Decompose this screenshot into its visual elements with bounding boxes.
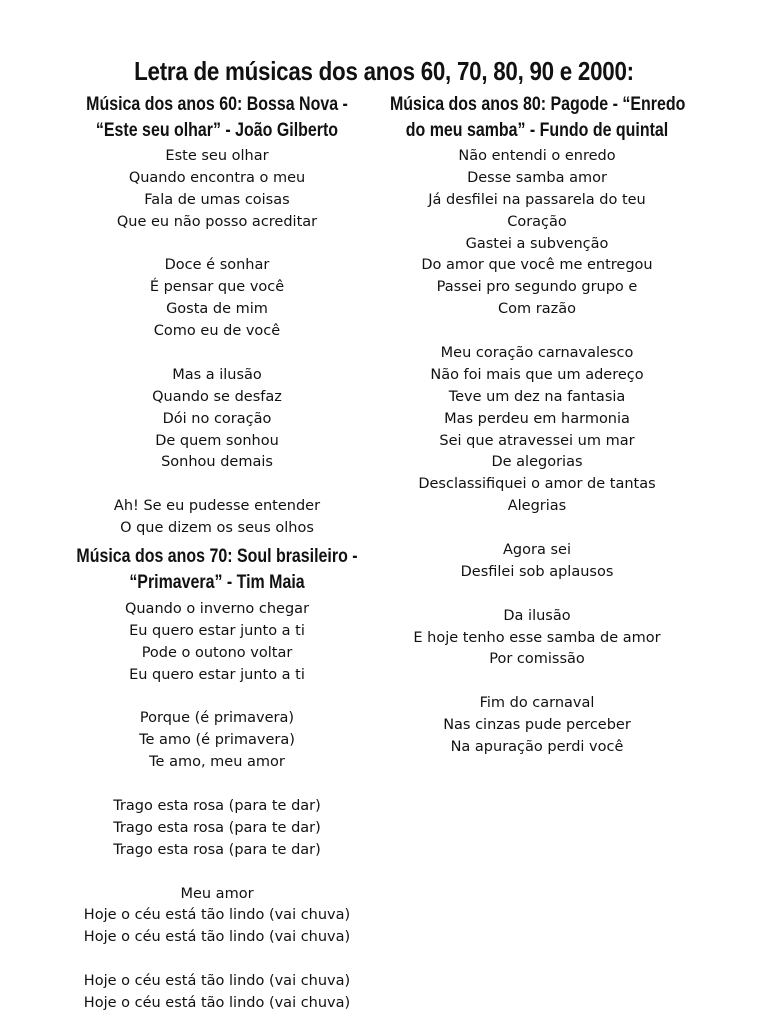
lyric-line: E hoje tenho esse samba de amor [413, 629, 661, 646]
page-title: Letra de músicas dos anos 60, 70, 80, 90 e 2000: [134, 56, 634, 86]
lyric-line [42, 474, 392, 496]
lyric-line: Meu amor [180, 885, 254, 902]
lyric-line: Ah! Se eu pudesse entender [113, 498, 321, 515]
lyric-line: Fala de umas coisas [144, 191, 290, 208]
lyric-line: Sei que atravessei um mar [439, 432, 635, 449]
lyric-line: Já desfilei na passarela do teu [428, 191, 646, 208]
lyric-line: De quem sonhou [155, 432, 279, 449]
heading-line: “Primavera” - Tim Maia [129, 572, 305, 593]
lyric-line: Trago esta rosa (para te dar) [113, 841, 321, 858]
lyric-line: Porque (é primavera) [139, 710, 295, 727]
lyric-line: Mas a ilusão [172, 366, 262, 383]
lyric-line: Trago esta rosa (para te dar) [113, 819, 321, 836]
lyric-line: Não foi mais que um adereço [430, 366, 644, 383]
lyric-line: Hoje o céu está tão lindo (vai chuva) [83, 973, 351, 990]
lyrics-70s [42, 599, 392, 1015]
lyric-line: Teve um dez na fantasia [448, 388, 626, 405]
heading-line: do meu samba” - Fundo de quintal [405, 120, 669, 141]
heading-line: “Este seu olhar” - João Gilberto [95, 120, 339, 141]
lyric-line: Eu quero estar junto a ti [129, 666, 305, 683]
lyric-line: Desfilei sob aplausos [460, 563, 614, 580]
lyric-line: Este seu olhar [165, 148, 269, 164]
lyric-line: Que eu não posso acreditar [116, 213, 318, 230]
song-heading-60s [70, 92, 364, 144]
lyric-line [362, 671, 712, 693]
lyric-line: O que dizem os seus olhos [120, 520, 314, 537]
lyric-line: Hoje o céu está tão lindo (vai chuva) [83, 907, 351, 924]
heading-line: Música dos anos 60: Bossa Nova - [86, 94, 348, 115]
lyric-line [42, 234, 392, 256]
lyric-line [42, 687, 392, 709]
lyric-line: Coração [507, 213, 567, 230]
lyric-line: Desse samba amor [467, 169, 607, 186]
lyric-line: De alegorias [491, 454, 583, 471]
lyric-line: Na apuração perdi você [450, 739, 624, 756]
lyric-line: Com razão [498, 301, 576, 318]
lyric-line [42, 862, 392, 884]
lyric-line: Mas perdeu em harmonia [444, 410, 630, 427]
lyric-line: Pode o outono voltar [141, 644, 293, 661]
lyric-line: Doce é sonhar [164, 257, 270, 274]
heading-line: Música dos anos 80: Pagode - “Enredo [390, 94, 686, 115]
lyric-line: Como eu de você [153, 323, 281, 340]
lyric-line: Por comissão [489, 651, 585, 668]
lyric-line: Quando encontra o meu [128, 169, 306, 186]
lyric-line: Gastei a subvenção [465, 235, 609, 252]
lyric-line [362, 518, 712, 540]
lyric-line: Fim do carnaval [479, 695, 595, 712]
heading-line: Música dos anos 70: Soul brasileiro - [76, 546, 358, 567]
lyric-line: Te amo (é primavera) [139, 732, 295, 749]
lyric-line: Desclassifiquei o amor de tantas [418, 476, 656, 493]
lyric-line: Passei pro segundo grupo e [436, 279, 638, 296]
lyric-line: É pensar que você [149, 279, 285, 296]
lyric-line: Hoje o céu está tão lindo (vai chuva) [83, 929, 351, 946]
lyrics-60s [42, 146, 392, 540]
lyric-line: Sonhou demais [161, 454, 273, 471]
lyric-line: Te amo, meu amor [149, 754, 285, 771]
lyric-line: Eu quero estar junto a ti [129, 622, 305, 639]
lyric-line: Hoje o céu está tão lindo (vai chuva) [83, 995, 351, 1012]
lyric-line: Da ilusão [503, 607, 571, 624]
lyric-line [42, 774, 392, 796]
lyric-line [42, 949, 392, 971]
lyric-line: Trago esta rosa (para te dar) [113, 798, 321, 815]
lyric-line [362, 584, 712, 606]
lyric-line: Quando o inverno chegar [124, 601, 310, 617]
lyric-line: Dói no coração [162, 410, 272, 427]
lyric-line: Gosta de mim [166, 301, 268, 318]
lyric-line [362, 321, 712, 343]
lyric-line [42, 343, 392, 365]
lyric-line: Meu coração carnavalesco [440, 345, 634, 362]
lyric-line: Quando se desfaz [152, 388, 282, 405]
lyric-line: Não entendi o enredo [458, 148, 616, 164]
lyric-line: Nas cinzas pude perceber [443, 717, 631, 734]
song-heading-70s [70, 544, 364, 596]
song-heading-80s [390, 92, 684, 144]
lyrics-80s [362, 146, 712, 759]
lyric-line: Alegrias [507, 498, 567, 515]
lyric-line: Do amor que você me entregou [421, 257, 653, 274]
lyric-line: Agora sei [503, 542, 571, 559]
